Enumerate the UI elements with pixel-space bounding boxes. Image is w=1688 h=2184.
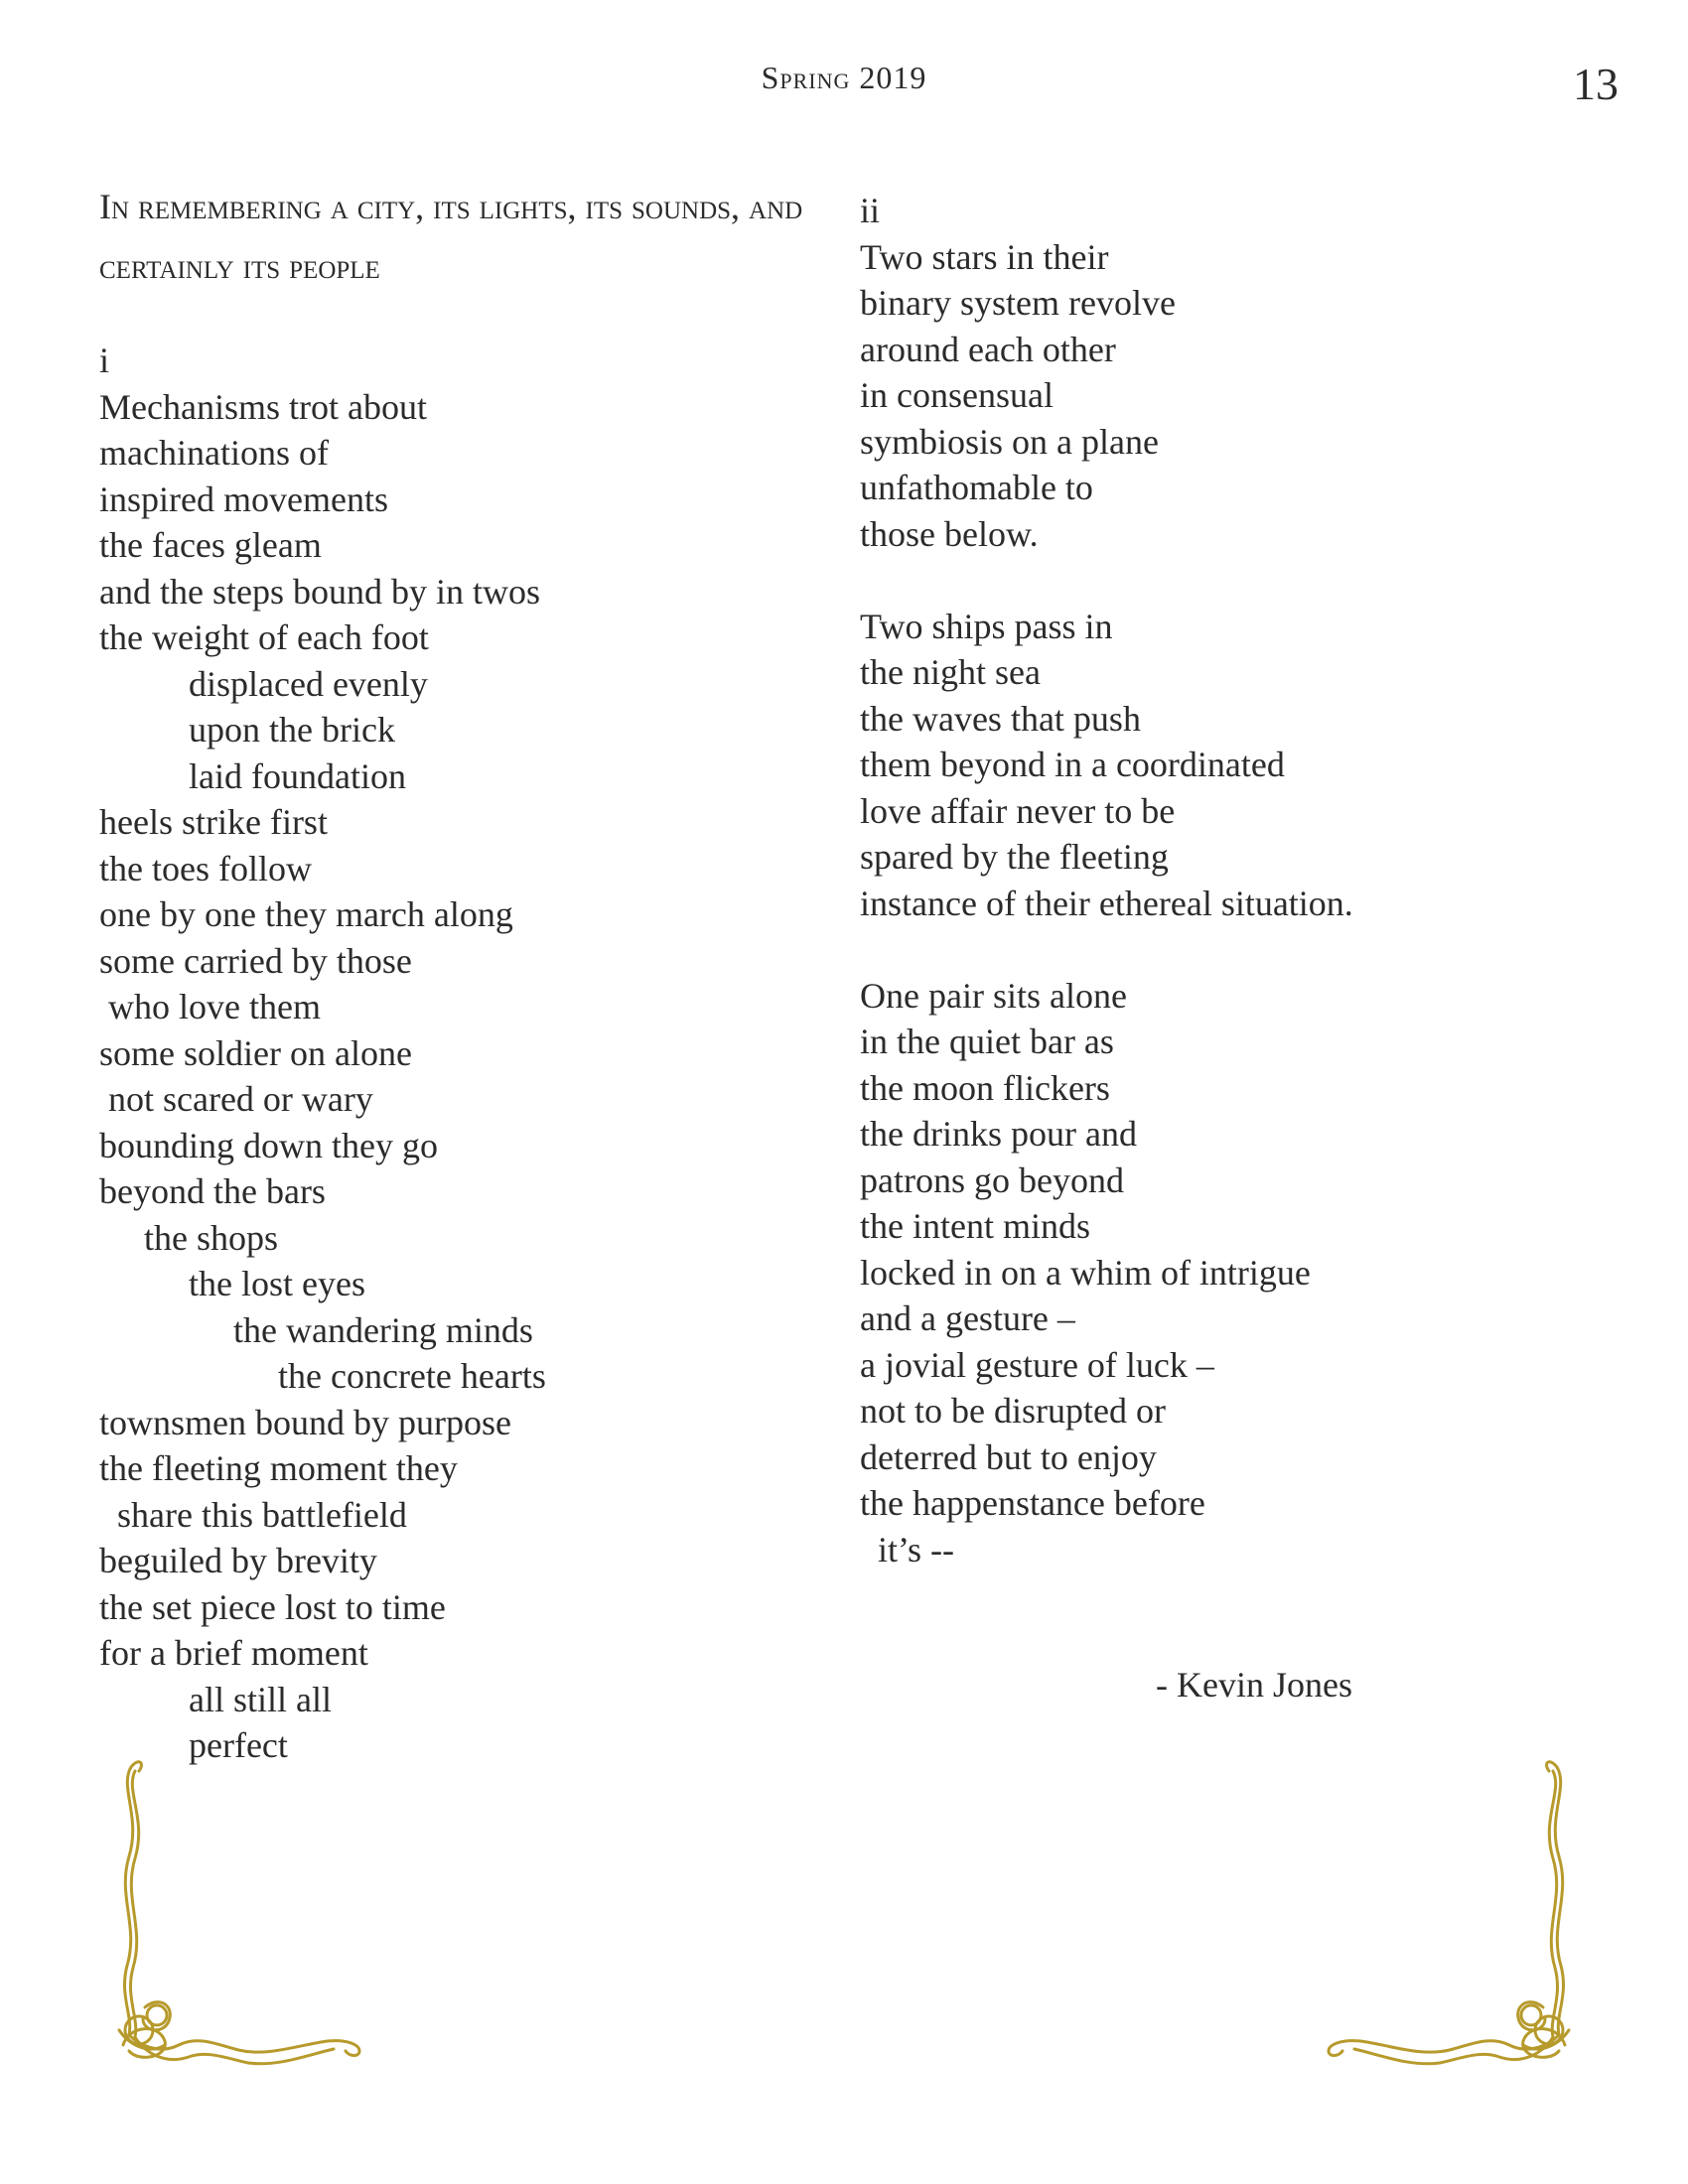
poem-line: displaced evenly xyxy=(99,663,428,704)
poem-line: in the quiet bar as xyxy=(860,1022,1114,1061)
poem-line: beyond the bars xyxy=(99,1171,326,1211)
poem-line: ii xyxy=(860,191,881,230)
poem-line: share this battlefield xyxy=(99,1494,407,1535)
poem-line: love affair never to be xyxy=(860,790,1176,831)
poem-line: and a gesture – xyxy=(860,1298,1075,1338)
poem-line: upon the brick xyxy=(99,710,395,750)
poem-line: the drinks pour and xyxy=(860,1114,1137,1154)
poem-line: the intent minds xyxy=(860,1206,1090,1246)
poem-line: patrons go beyond xyxy=(860,1160,1124,1200)
poem-line: laid foundation xyxy=(99,755,406,796)
poem-line: the set piece lost to time xyxy=(99,1586,446,1627)
poem-line: the concrete hearts xyxy=(99,1356,546,1396)
poem-line: the fleeting moment they xyxy=(99,1448,458,1488)
poem-left-column xyxy=(99,338,814,1769)
poem-line: perfect xyxy=(99,1725,288,1765)
poem-line: beguiled by brevity xyxy=(99,1541,377,1580)
poem-line xyxy=(860,557,1615,604)
poem-line: one by one they march along xyxy=(99,894,513,934)
poem-line: i xyxy=(99,341,110,380)
poem-line: Two ships pass in xyxy=(860,606,1113,646)
poem-line: the toes follow xyxy=(99,848,312,888)
poem-line: not scared or wary xyxy=(99,1079,373,1119)
poem-line: all still all xyxy=(99,1679,332,1719)
poem-right-column xyxy=(860,188,1615,1572)
poem-line: unfathomable to xyxy=(860,468,1093,507)
poem-line: who love them xyxy=(99,987,321,1026)
poem-line: a jovial gesture of luck – xyxy=(860,1344,1214,1385)
poem-line: spared by the fleeting xyxy=(860,837,1169,877)
poem-line: those below. xyxy=(860,513,1039,554)
poem-line: bounding down they go xyxy=(99,1125,438,1165)
poem-line: the faces gleam xyxy=(99,525,322,565)
poem-line: locked in on a whim of intrigue xyxy=(860,1252,1311,1293)
poem-line: the lost eyes xyxy=(99,1264,365,1303)
poem-line: the wandering minds xyxy=(99,1309,533,1350)
poem-line: for a brief moment xyxy=(99,1633,368,1673)
right-corner-ornament xyxy=(1291,1747,1589,2085)
poem-line: some soldier on alone xyxy=(99,1032,412,1073)
poem-line: in consensual xyxy=(860,375,1054,415)
poem-line: the shops xyxy=(99,1217,278,1258)
poem-line: symbiosis on a plane xyxy=(860,421,1159,462)
poem-line: the night sea xyxy=(860,652,1041,692)
poem-line: not to be disrupted or xyxy=(860,1391,1166,1431)
poem-title: In remembering a city, its lights, its sounds, and certainly its people xyxy=(99,187,803,286)
poem-line: inspired movements xyxy=(99,478,388,519)
poem-line: around each other xyxy=(860,329,1116,369)
poem-line: it’s -- xyxy=(860,1529,954,1570)
left-corner-ornament xyxy=(99,1747,397,2085)
page-number: 13 xyxy=(1573,59,1618,109)
poem-line: them beyond in a coordinated xyxy=(860,745,1285,784)
poem-line: and the steps bound by in twos xyxy=(99,571,540,612)
poem-author: - Kevin Jones xyxy=(1156,1665,1352,1705)
poem-line: Two stars in their xyxy=(860,236,1109,277)
poem-line: some carried by those xyxy=(99,940,412,981)
poem-line xyxy=(860,926,1615,973)
running-header: Spring 2019 xyxy=(761,60,927,95)
poem-line: the waves that push xyxy=(860,698,1141,739)
poem-line: heels strike first xyxy=(99,802,328,842)
poem-line: binary system revolve xyxy=(860,283,1176,323)
poem-line: One pair sits alone xyxy=(860,975,1127,1016)
poem-line: townsmen bound by purpose xyxy=(99,1402,511,1442)
poem-line: deterred but to enjoy xyxy=(860,1436,1157,1477)
poem-line: machinations of xyxy=(99,433,329,473)
poem-line: the happenstance before xyxy=(860,1483,1205,1523)
poem-line: the weight of each foot xyxy=(99,617,429,657)
poem-line: instance of their ethereal situation. xyxy=(860,883,1353,923)
poem-line: the moon flickers xyxy=(860,1067,1110,1108)
poem-line: Mechanisms trot about xyxy=(99,386,427,427)
